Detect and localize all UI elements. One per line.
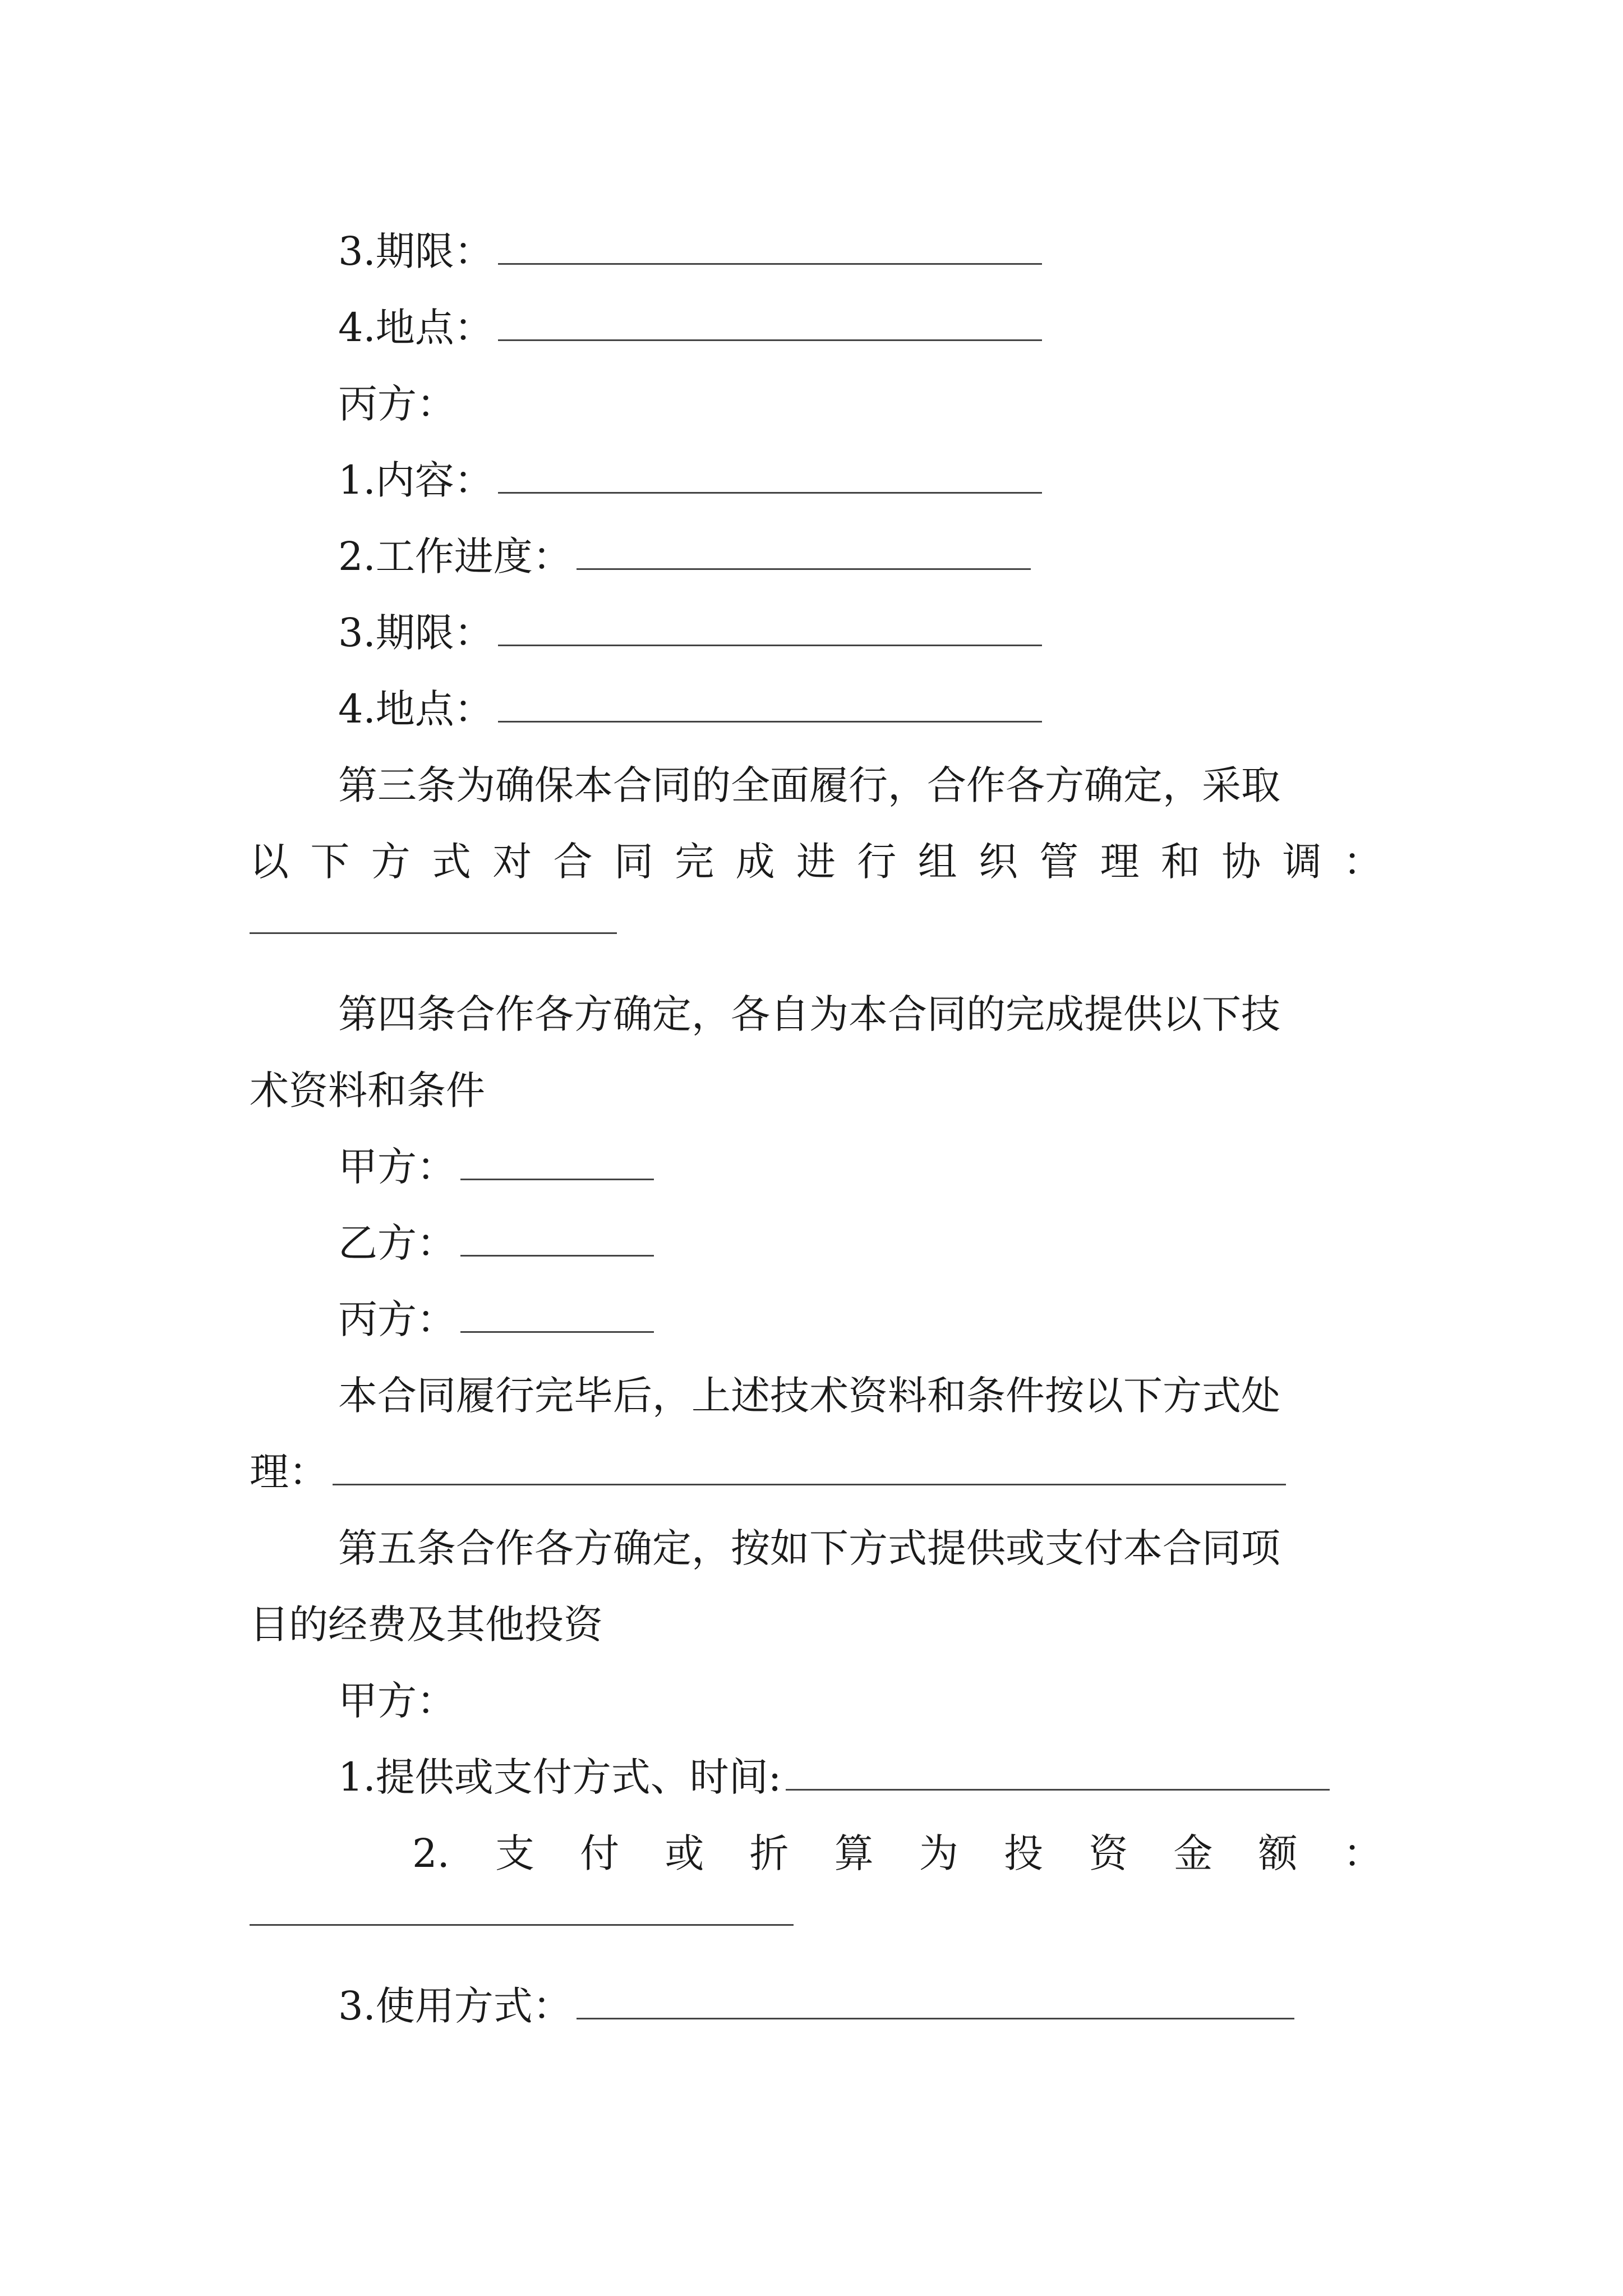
label-period-2: 3.期限： <box>338 610 494 656</box>
char: 和 <box>1160 839 1200 885</box>
article-4-line-2 <box>250 1052 1382 1129</box>
char: 资 <box>1089 1830 1128 1876</box>
label-content: 1.内容： <box>338 457 494 503</box>
char: 以 <box>250 839 289 885</box>
line-content <box>250 442 1382 518</box>
article-3-line-2 <box>250 823 1382 900</box>
line-period-2 <box>250 595 1382 671</box>
article-5-text: 第五条合作各方确定，按如下方式提供或支付本合同项 <box>338 1525 1280 1571</box>
char: 组 <box>917 839 957 885</box>
char: 管 <box>1039 839 1079 885</box>
char: 成 <box>735 839 775 885</box>
char: 式 <box>431 839 471 885</box>
article-3-blank-line <box>250 900 1382 976</box>
line-party-a-2 <box>250 1663 1382 1739</box>
article-5-line-2 <box>250 1586 1382 1663</box>
char: 下 <box>310 839 350 885</box>
label-period: 3.期限： <box>338 228 494 274</box>
blank-party-b[interactable] <box>460 1255 654 1257</box>
char: 方 <box>371 839 411 885</box>
char: 算 <box>834 1830 874 1876</box>
article-3-line-1 <box>250 747 1382 823</box>
blank-coordination[interactable] <box>250 932 617 934</box>
char: 协 <box>1221 839 1261 885</box>
char: 完 <box>675 839 714 885</box>
blank-location[interactable] <box>498 339 1042 341</box>
char: 折 <box>749 1830 789 1876</box>
char: 对 <box>492 839 532 885</box>
char: ： <box>1343 1830 1382 1876</box>
contract-body <box>250 213 1382 2044</box>
label-party-a-2: 甲方： <box>338 1678 456 1724</box>
label-payment-method: 1.提供或支付方式、时间: <box>338 1754 782 1800</box>
char: 或 <box>665 1830 704 1876</box>
line-party-c <box>250 366 1382 442</box>
line-party-b <box>250 1205 1382 1281</box>
line-location <box>250 289 1382 366</box>
blank-content[interactable] <box>498 492 1042 494</box>
line-investment-amount <box>250 1815 1382 1892</box>
article-5-line-1 <box>250 1510 1382 1586</box>
label-party-c: 丙方： <box>338 381 456 427</box>
blank-party-a[interactable] <box>460 1179 654 1180</box>
line-usage-method <box>250 1968 1382 2044</box>
char: 行 <box>857 839 897 885</box>
char: 付 <box>580 1830 620 1876</box>
char: 支 <box>495 1830 534 1876</box>
label-party-b: 乙方： <box>338 1220 456 1266</box>
line-payment-method <box>250 1739 1382 1815</box>
blank-progress[interactable] <box>577 568 1031 570</box>
char: 金 <box>1173 1830 1213 1876</box>
disposal-text: 本合同履行完毕后，上述技术资料和条件按以下方式处 <box>338 1373 1280 1419</box>
blank-payment-method[interactable] <box>786 1789 1330 1791</box>
article-4-text: 第四条合作各方确定，各自为本合同的完成提供以下技 <box>338 991 1280 1037</box>
label-party-c-2: 丙方： <box>338 1296 456 1342</box>
blank-period-2[interactable] <box>498 645 1042 646</box>
char: 为 <box>919 1830 958 1876</box>
article-5-text-cont: 目的经费及其他投资 <box>250 1602 603 1648</box>
article-4-line-1 <box>250 976 1382 1052</box>
disposal-label: 理： <box>250 1449 328 1495</box>
blank-investment-amount[interactable] <box>250 1924 794 1926</box>
label-location-2: 4.地点： <box>338 686 494 732</box>
line-progress <box>250 518 1382 595</box>
char: 2. <box>412 1830 450 1876</box>
blank-location-2[interactable] <box>498 721 1042 723</box>
label-location: 4.地点： <box>338 305 494 351</box>
article-4-text-cont: 术资料和条件 <box>250 1068 485 1114</box>
line-location-2 <box>250 671 1382 747</box>
char: ： <box>1343 839 1382 885</box>
blank-disposal[interactable] <box>333 1484 1286 1485</box>
line-party-a <box>250 1129 1382 1205</box>
char: 同 <box>614 839 653 885</box>
blank-period[interactable] <box>498 263 1042 265</box>
label-party-a: 甲方： <box>338 1144 456 1190</box>
char: 进 <box>796 839 836 885</box>
article-3-text: 第三条为确保本合同的全面履行，合作各方确定，采取 <box>338 762 1280 808</box>
line-period <box>250 213 1382 289</box>
investment-blank-line <box>250 1892 1382 1968</box>
char: 织 <box>978 839 1018 885</box>
char: 理 <box>1100 839 1140 885</box>
char: 调 <box>1282 839 1322 885</box>
disposal-line-2 <box>250 1434 1382 1510</box>
line-party-c-2 <box>250 1281 1382 1358</box>
blank-usage-method[interactable] <box>577 2018 1294 2019</box>
char: 投 <box>1004 1830 1044 1876</box>
label-progress: 2.工作进度： <box>338 533 572 579</box>
disposal-line-1 <box>250 1358 1382 1434</box>
label-usage-method: 3.使用方式： <box>338 1983 572 2029</box>
char: 额 <box>1258 1830 1298 1876</box>
blank-party-c[interactable] <box>460 1331 654 1333</box>
char: 合 <box>553 839 593 885</box>
